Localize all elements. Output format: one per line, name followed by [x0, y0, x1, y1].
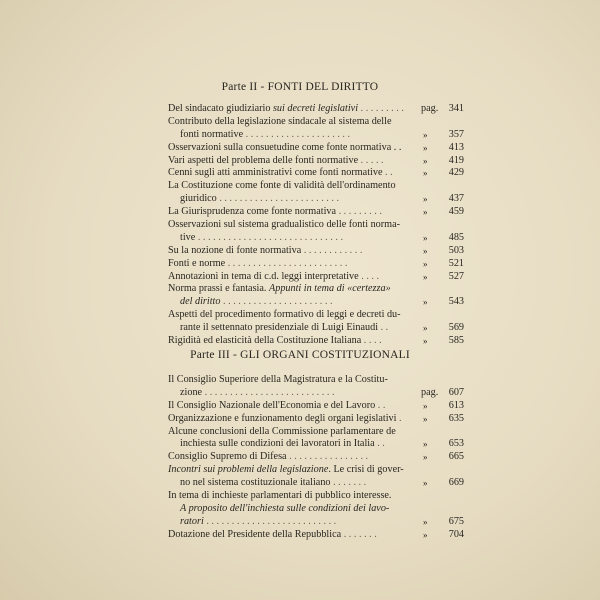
entry-title-italic: ratori: [180, 515, 204, 527]
toc-entry-line: [168, 129, 464, 142]
toc-entry-line: [168, 438, 464, 451]
entry-title: no nel sistema costituzionale italiano: [180, 477, 331, 489]
toc-entry-text: [168, 219, 400, 232]
page-marker: »: [423, 207, 428, 218]
page-marker: »: [423, 168, 428, 179]
page-number: 585: [448, 335, 464, 347]
leader-dots: . .: [378, 322, 389, 334]
entry-title-italic: Incontri sui problemi della legislazione: [168, 464, 329, 476]
leader-dots: . . . . . . . . . . . . . . . . . . . . . . . .: [216, 193, 340, 205]
toc-entry-text: [168, 206, 382, 219]
page-number: 675: [448, 515, 464, 527]
page-number: 543: [448, 296, 464, 308]
page-number: 607: [448, 386, 464, 398]
toc-entry-line: [168, 232, 464, 245]
entry-title-italic: sui decreti legislativi: [272, 103, 359, 114]
page-number: 419: [448, 154, 464, 166]
leader-dots: . .: [374, 438, 385, 450]
page-marker: »: [423, 400, 428, 411]
entry-title: Su la nozione di fonte normativa: [168, 244, 302, 256]
entry-title: Norma prassi e fantasia.: [168, 283, 269, 295]
toc-entry-text: [180, 387, 335, 400]
entry-title: Dotazione del Presidente della Repubblica: [168, 528, 342, 540]
leader-dots: . . . . . . . . .: [358, 103, 404, 114]
entry-title: rante il settennato presidenziale di Luigi Einaudi: [180, 322, 379, 334]
leader-dots: . . . . . . . . .: [336, 206, 382, 218]
page-number: 341: [448, 103, 464, 114]
page-marker: »: [423, 142, 428, 153]
entry-title: Vari aspetti del problema delle fonti normative: [168, 154, 359, 166]
entry-title: La Costituzione come fonte di validità dell'ordinamento: [168, 180, 396, 192]
entry-title: giuridico: [180, 193, 217, 205]
entry-title: Rigidità ed elasticità della Costituzione Italiana: [168, 335, 362, 347]
page-number: 413: [448, 141, 464, 153]
entry-title: Contributo della legislazione sindacale al sistema delle: [168, 115, 392, 127]
toc-entry-line: [168, 245, 464, 258]
toc-entry-line: [168, 400, 464, 413]
toc-entry-line: [168, 322, 464, 335]
toc-entry-line: [168, 451, 464, 464]
toc-entry-text: [168, 309, 401, 322]
page-marker: »: [423, 439, 428, 450]
toc-entry-line: [168, 103, 464, 116]
page-marker: »: [423, 297, 428, 308]
entry-title: In tema di inchieste parlamentari di pubblico interesse.: [168, 490, 392, 502]
toc-entry-line: [168, 426, 464, 439]
toc-entry-line: [168, 529, 464, 542]
page-marker: »: [423, 258, 428, 269]
entry-title-rest: . Le crisi di gover-: [328, 464, 404, 476]
leader-dots: . .: [382, 167, 393, 179]
leader-dots: . . . . . . . . . . . . . . . . . . . . . .: [220, 296, 333, 308]
toc-entry-line: [168, 503, 464, 516]
toc-entry-text: [180, 296, 333, 309]
toc-entry-text: [180, 438, 385, 451]
page-marker: »: [423, 232, 428, 243]
entry-title: Annotazioni in tema di c.d. leggi interpretative: [168, 270, 359, 282]
entry-title: La Giurisprudenza come fonte normativa: [168, 206, 337, 218]
leader-dots: . .: [375, 399, 386, 411]
page-marker: »: [423, 478, 428, 489]
page-number: 635: [448, 412, 464, 424]
page-marker: »: [423, 336, 428, 347]
page-number: 704: [448, 528, 464, 540]
toc-entry-line: [168, 477, 464, 490]
page-number: 503: [448, 244, 464, 256]
page-number: 669: [448, 477, 464, 489]
toc-entry-text: [180, 477, 366, 490]
toc-entry-line: [168, 271, 464, 284]
toc-entry-line: [168, 258, 464, 271]
entry-title: zione: [180, 386, 203, 398]
toc-entry-line: [168, 167, 464, 180]
toc-entry-text: [180, 322, 388, 335]
page-marker: pag.: [421, 103, 439, 114]
toc-entry-text: [168, 155, 384, 168]
entry-title: inchiesta sulle condizioni dei lavoratori in Italia: [180, 438, 375, 450]
leader-dots: .: [396, 412, 402, 424]
leader-dots: . . . .: [361, 335, 382, 347]
toc-entry-line: [168, 309, 464, 322]
entry-title: Alcune conclusioni della Commissione parlamentare de: [168, 425, 396, 437]
toc-entry-line: [168, 283, 464, 296]
toc-entry-text: [168, 271, 379, 284]
page-number: 665: [448, 451, 464, 463]
leader-dots: . . . . . . . . . . . .: [301, 244, 363, 256]
toc-entry-text: [180, 193, 339, 206]
toc-entry-line: [168, 296, 464, 309]
leader-dots: . . . . . . . . . . . . . . . . . . . . . . . . . . . . .: [195, 231, 343, 243]
entry-title: Il Consiglio Nazionale dell'Economia e del Lavoro: [168, 399, 376, 411]
leader-dots: . . . . .: [358, 154, 384, 166]
leader-dots: . . . . . . .: [341, 528, 377, 540]
leader-dots: . . . . . . . . . . . . . . . . . . . . . . . . . .: [203, 515, 337, 527]
entry-title: Osservazioni sul sistema gradualistico delle fonti norma-: [168, 219, 400, 231]
page-marker: »: [423, 245, 428, 256]
page-marker: »: [423, 529, 428, 540]
toc-entry-line: [168, 142, 464, 155]
page-marker: »: [423, 323, 428, 334]
leader-dots: . . . . . . . . . . . . . . . . . . . . . . . .: [225, 257, 348, 269]
page-number: 459: [448, 206, 464, 218]
page-number: 485: [448, 231, 464, 243]
page-number: 429: [448, 167, 464, 179]
entry-title: tive: [180, 231, 196, 243]
leader-dots: . . . . . . . . . . . . . . . . . . . . .: [243, 128, 351, 140]
page-marker: »: [423, 452, 428, 463]
page-marker: pag.: [421, 386, 439, 398]
leader-dots: . . . . . . . . . . . . . . . . . . . . . . . . . .: [202, 386, 335, 398]
entry-title-italic: Appunti in tema di «certezza»: [269, 283, 391, 295]
toc-entry-text: [168, 490, 391, 503]
toc-entry-text: [168, 245, 362, 258]
toc-entry-text: [168, 103, 404, 116]
entry-title: fonti normative: [180, 128, 244, 140]
toc-part-3: [168, 374, 464, 542]
page-number: 653: [448, 438, 464, 450]
entry-title: Consiglio Supremo di Difesa: [168, 451, 287, 463]
toc-entry-line: [168, 516, 464, 529]
toc-entry-line: [168, 180, 464, 193]
toc-entry-text: [168, 116, 392, 129]
entry-title: Fonti e norme: [168, 257, 226, 269]
entry-title: Del sindacato giudiziario: [168, 103, 273, 114]
toc-entry-text: [168, 167, 393, 180]
toc-entry-line: [168, 116, 464, 129]
page-number: 357: [448, 128, 464, 140]
leader-dots: . . . . . . .: [330, 477, 367, 489]
toc-entry-text: [180, 232, 343, 245]
toc-entry-text: [168, 142, 401, 155]
toc-entry-text: [180, 503, 389, 516]
toc-entry-text: [168, 400, 385, 413]
toc-part-2: [168, 103, 464, 348]
toc-entry-text: [168, 283, 391, 296]
page-marker: »: [423, 194, 428, 205]
page-number: 437: [448, 193, 464, 205]
entry-title: Il Consiglio Superiore della Magistratura e la Costitu-: [168, 374, 388, 385]
leader-dots: . . . .: [358, 270, 380, 282]
entry-title-italic: del diritto: [180, 296, 221, 308]
toc-entry-text: [168, 258, 347, 271]
toc-entry-text: [180, 129, 350, 142]
section-heading-part-3: Parte III - GLI ORGANI COSTITUZIONALI: [190, 349, 410, 361]
entry-title-italic: A proposito dell'inchiesta sulle condizioni dei lavo-: [180, 502, 390, 514]
page-number: 569: [448, 322, 464, 334]
entry-title: Organizzazione e funzionamento degli organi legislativi: [168, 412, 397, 424]
page-marker: »: [423, 413, 428, 424]
toc-entry-text: [180, 516, 336, 529]
toc-entry-line: [168, 387, 464, 400]
page-marker: »: [423, 155, 428, 166]
toc-entry-text: [168, 413, 402, 426]
page-marker: »: [423, 271, 428, 282]
entry-title: Aspetti del procedimento formativo di leggi e decreti du-: [168, 309, 401, 321]
toc-entry-line: [168, 490, 464, 503]
section-heading-part-2: Parte II - FONTI DEL DIRITTO: [221, 81, 379, 93]
toc-entry-line: [168, 413, 464, 426]
toc-entry-line: [168, 464, 464, 477]
entry-title: Osservazioni sulla consuetudine come fonte normativa . .: [168, 141, 402, 153]
toc-entry-text: [168, 529, 377, 542]
toc-entry-text: [168, 426, 396, 439]
toc-entry-text: [168, 464, 404, 477]
entry-title: Cenni sugli atti amministrativi come fonti normative: [168, 167, 383, 179]
toc-entry-line: [168, 335, 464, 348]
toc-entry-line: [168, 219, 464, 232]
toc-entry-text: [168, 335, 382, 348]
page-marker: »: [423, 516, 428, 527]
toc-entry-line: [168, 206, 464, 219]
page-number: 521: [448, 257, 464, 269]
toc-entry-line: [168, 374, 464, 387]
toc-entry-text: [168, 180, 396, 193]
toc-entry-line: [168, 155, 464, 168]
toc-entry-text: [168, 374, 388, 387]
page-number: 527: [448, 270, 464, 282]
toc-entry-line: [168, 193, 464, 206]
page-number: 613: [448, 399, 464, 411]
page-marker: »: [423, 129, 428, 140]
toc-entry-text: [168, 451, 368, 464]
leader-dots: . . . . . . . . . . . . . . . .: [286, 451, 369, 463]
